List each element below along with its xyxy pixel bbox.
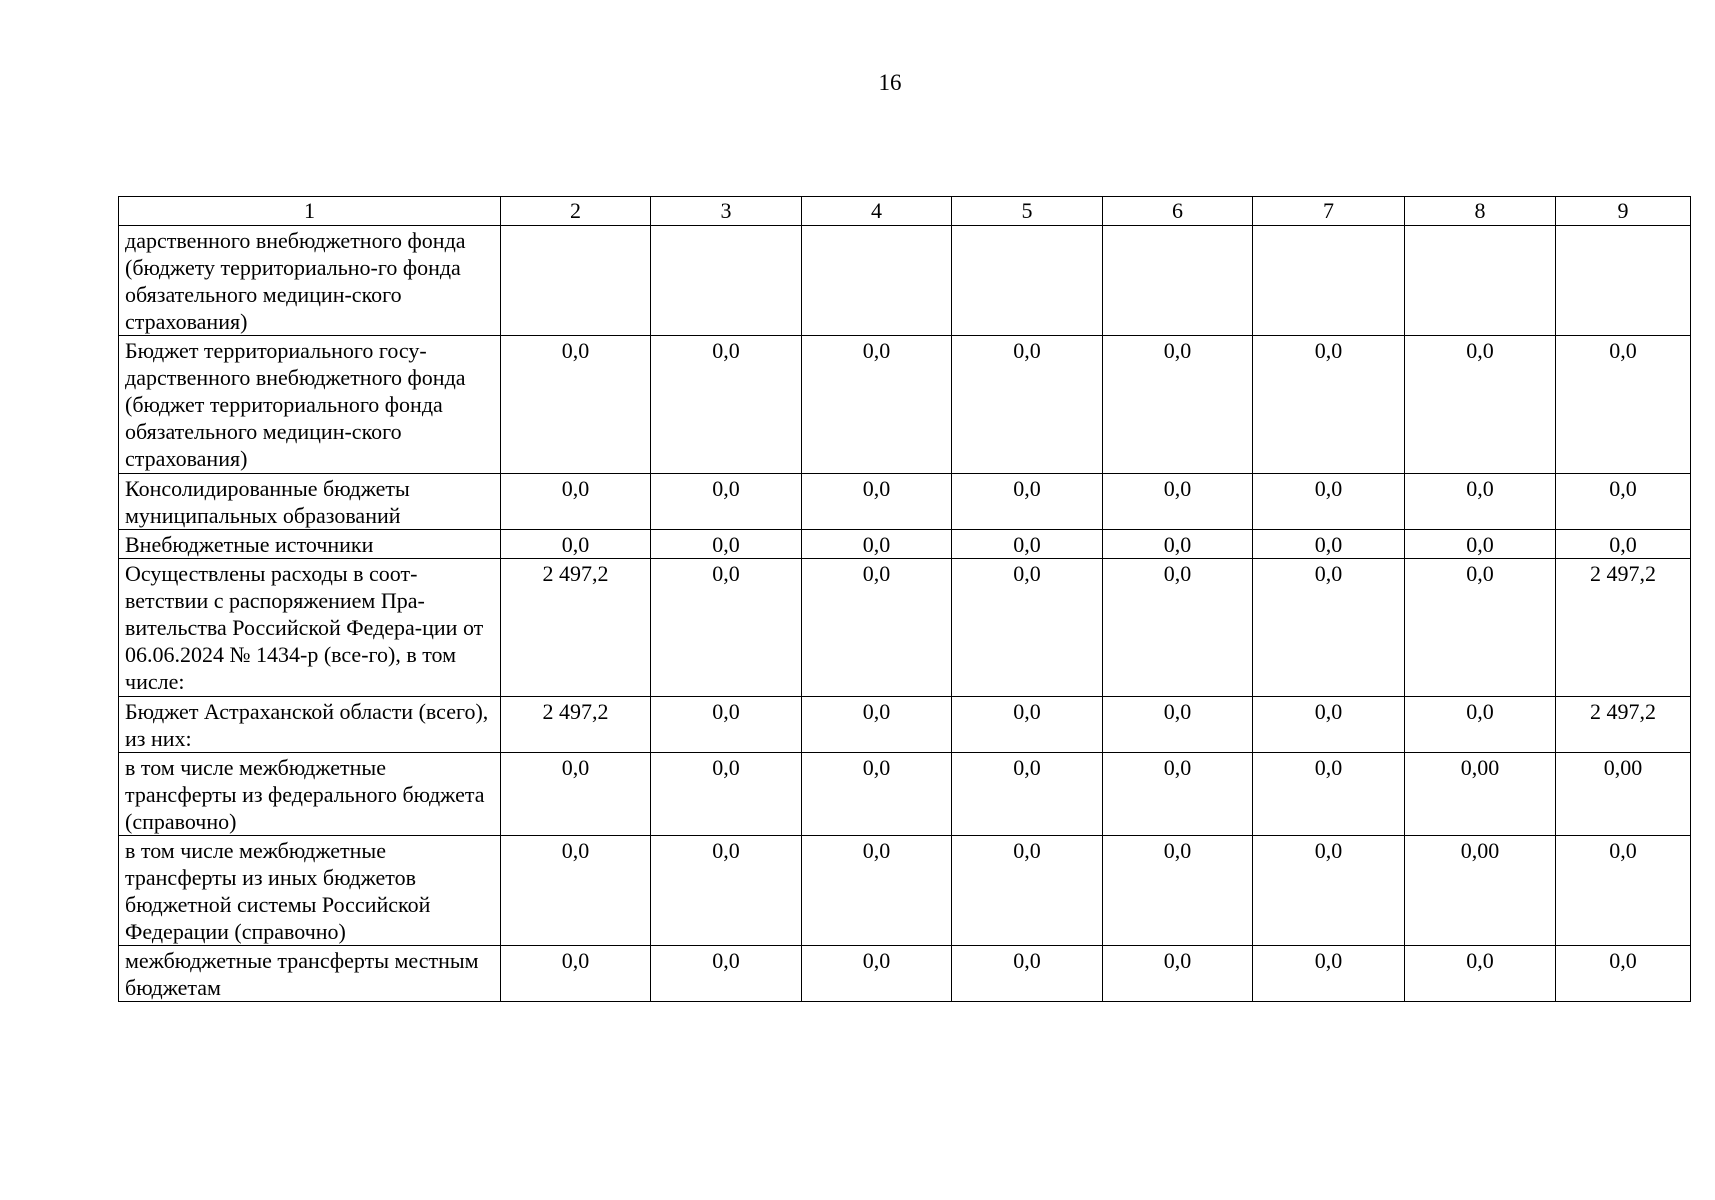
column-number-header: 3: [651, 197, 802, 226]
row-label: в том числе межбюджетные трансферты из иных бюджетов бюджетной системы Российской Федерации (справочно): [119, 836, 501, 946]
value-cell: 0,0: [1253, 336, 1405, 474]
value-cell: 0,0: [1253, 753, 1405, 836]
column-number-header: 5: [952, 197, 1103, 226]
value-cell: 0,0: [1405, 336, 1556, 474]
value-cell: 0,0: [651, 474, 802, 530]
value-cell: 0,0: [1253, 530, 1405, 559]
value-cell: 0,0: [1405, 559, 1556, 697]
value-cell: 0,0: [1556, 336, 1691, 474]
value-cell: 0,00: [1556, 753, 1691, 836]
budget-table: [118, 196, 1691, 1002]
table-row: [119, 836, 1691, 946]
value-cell: 0,0: [651, 836, 802, 946]
row-label: Внебюджетные источники: [119, 530, 501, 559]
value-cell: 0,0: [651, 336, 802, 474]
row-label: Консолидированные бюджеты муниципальных образований: [119, 474, 501, 530]
value-cell: 0,0: [651, 697, 802, 753]
value-cell: 0,0: [501, 530, 651, 559]
value-cell: 0,0: [802, 336, 952, 474]
value-cell: 0,0: [1103, 753, 1253, 836]
value-cell: 0,0: [952, 530, 1103, 559]
column-number-header: 8: [1405, 197, 1556, 226]
value-cell: [501, 226, 651, 336]
table-row: [119, 336, 1691, 474]
row-label: Бюджет территориального госу-дарственного внебюджетного фонда (бюджет территориального фонда обязательного медицин-ского страхования): [119, 336, 501, 474]
value-cell: 0,0: [802, 474, 952, 530]
value-cell: 0,0: [651, 530, 802, 559]
value-cell: 0,0: [802, 753, 952, 836]
value-cell: 0,0: [1556, 530, 1691, 559]
value-cell: 0,0: [1253, 474, 1405, 530]
value-cell: 0,0: [1103, 474, 1253, 530]
value-cell: [1253, 226, 1405, 336]
row-label: дарственного внебюджетного фонда (бюджету территориально-го фонда обязательного медицин-ского страхования): [119, 226, 501, 336]
value-cell: 0,0: [1103, 946, 1253, 1002]
value-cell: 0,0: [651, 753, 802, 836]
value-cell: 0,0: [952, 697, 1103, 753]
value-cell: 0,0: [802, 530, 952, 559]
value-cell: 0,0: [952, 336, 1103, 474]
column-number-header: 1: [119, 197, 501, 226]
value-cell: 2 497,2: [1556, 559, 1691, 697]
value-cell: 0,0: [651, 559, 802, 697]
value-cell: 2 497,2: [501, 559, 651, 697]
value-cell: [802, 226, 952, 336]
value-cell: 0,0: [1556, 474, 1691, 530]
value-cell: 0,0: [1103, 697, 1253, 753]
value-cell: 0,0: [952, 946, 1103, 1002]
table-header-row: [119, 197, 1691, 226]
page-number: 16: [878, 70, 902, 95]
table-row: [119, 474, 1691, 530]
value-cell: 0,0: [1556, 836, 1691, 946]
table-row: [119, 697, 1691, 753]
value-cell: 0,0: [1253, 559, 1405, 697]
value-cell: 0,0: [501, 753, 651, 836]
value-cell: 0,0: [1405, 530, 1556, 559]
value-cell: 0,0: [1103, 530, 1253, 559]
value-cell: 0,0: [952, 474, 1103, 530]
table-row: [119, 226, 1691, 336]
value-cell: [952, 226, 1103, 336]
value-cell: 2 497,2: [501, 697, 651, 753]
value-cell: 0,0: [1103, 559, 1253, 697]
value-cell: 0,0: [501, 946, 651, 1002]
value-cell: 0,0: [501, 474, 651, 530]
value-cell: 0,0: [1405, 697, 1556, 753]
value-cell: 0,0: [1253, 836, 1405, 946]
table-row: [119, 946, 1691, 1002]
value-cell: 0,00: [1405, 836, 1556, 946]
value-cell: 0,0: [501, 336, 651, 474]
table-row: [119, 530, 1691, 559]
value-cell: 0,0: [1556, 946, 1691, 1002]
value-cell: 0,0: [1253, 697, 1405, 753]
value-cell: 0,0: [1405, 474, 1556, 530]
value-cell: 0,0: [802, 836, 952, 946]
value-cell: [1556, 226, 1691, 336]
value-cell: [1103, 226, 1253, 336]
row-label: Осуществлены расходы в соот-ветствии с распоряжением Пра-вительства Российской Федера-ции от 06.06.2024 № 1434-р (все-го), в том числе:: [119, 559, 501, 697]
table-row: [119, 559, 1691, 697]
value-cell: [651, 226, 802, 336]
value-cell: 0,0: [501, 836, 651, 946]
value-cell: 0,0: [802, 946, 952, 1002]
column-number-header: 4: [802, 197, 952, 226]
column-number-header: 2: [501, 197, 651, 226]
value-cell: 0,0: [952, 753, 1103, 836]
value-cell: 0,0: [1405, 946, 1556, 1002]
row-label: Бюджет Астраханской области (всего), из них:: [119, 697, 501, 753]
column-number-header: 7: [1253, 197, 1405, 226]
value-cell: 0,0: [802, 697, 952, 753]
table-row: [119, 753, 1691, 836]
value-cell: 0,0: [1253, 946, 1405, 1002]
row-label: в том числе межбюджетные трансферты из федерального бюджета (справочно): [119, 753, 501, 836]
value-cell: 0,00: [1405, 753, 1556, 836]
value-cell: 0,0: [802, 559, 952, 697]
value-cell: 0,0: [952, 559, 1103, 697]
column-number-header: 6: [1103, 197, 1253, 226]
value-cell: 0,0: [1103, 836, 1253, 946]
value-cell: [1405, 226, 1556, 336]
row-label: межбюджетные трансферты местным бюджетам: [119, 946, 501, 1002]
value-cell: 0,0: [651, 946, 802, 1002]
value-cell: 2 497,2: [1556, 697, 1691, 753]
value-cell: 0,0: [952, 836, 1103, 946]
column-number-header: 9: [1556, 197, 1691, 226]
value-cell: 0,0: [1103, 336, 1253, 474]
